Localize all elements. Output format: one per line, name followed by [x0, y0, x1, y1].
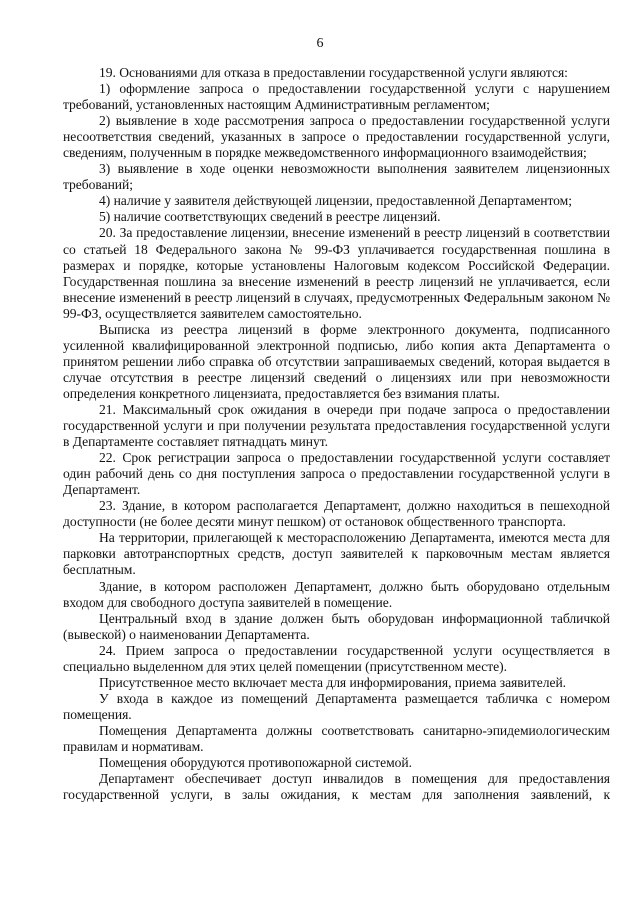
paragraph-19-item-5: 5) наличие соответствующих сведений в реестре лицензий.	[99, 209, 441, 225]
paragraph-22: 22. Срок регистрации запроса о предоставлении государственной услуги составляет один рабочий день со дня поступления запроса о предоставлении государственной услуги в Департамент.	[63, 450, 610, 498]
paragraph-23-signboard: Центральный вход в здание должен быть оборудован информационной табличкой (вывеской) о наименовании Департамента.	[63, 610, 610, 642]
paragraph-24-accessibility: Департамент обеспечивает доступ инвалидов в помещения для предоставления государственной услуги, в залы ожидания, к местам для заполнения заявлений, к	[63, 771, 610, 803]
page-number: 6	[316, 36, 324, 51]
paragraph-23: 23. Здание, в котором располагается Департамент, должно находиться в пешеходной доступности (не более десяти минут пешком) от остановок общественного транспорта.	[63, 498, 610, 530]
paragraph-23-entrance: Здание, в котором расположен Департамент, должно быть оборудовано отдельным входом для свободного доступа заявителей в помещение.	[63, 578, 610, 610]
paragraph-19-item-1: 1) оформление запроса о предоставлении государственной услуги с нарушением требований, установленных настоящим Административным регламентом;	[63, 81, 610, 113]
paragraph-23-parking: На территории, прилегающей к месторасположению Департамента, имеются места для парковки автотранспортных средств, доступ заявителей к парковочным местам является бесплатным.	[63, 530, 610, 578]
paragraph-20: 20. За предоставление лицензии, внесение изменений в реестр лицензий в соответствии со статьей 18 Федерального закона № 99-ФЗ уплачивается государственная пошлина в размерах и порядке, которые установлены Налоговым кодексом Российской Федерации. Государственная пошлина за внесение изменений в реестр лицензий не уплачивается, если внесение изменений в реестр лицензий в случаях, предусмотренных Федеральным законом № 99-ФЗ, осуществляется заявителем самостоятельно.	[63, 225, 610, 321]
paragraph-24-sanitary: Помещения Департамента должны соответствовать санитарно-эпидемиологическим правилам и нормативам.	[63, 722, 610, 754]
paragraph-20-extract: Выписка из реестра лицензий в форме электронного документа, подписанного усиленной квалифицированной электронной подписью, либо копия акта Департамента о принятом решении либо справка об отсутствии запрашиваемых сведений, которая выдается в случае отсутствия в реестре лицензий сведений о лицензиях или при невозможности определения конкретного лицензиата, предоставляется без взимания платы.	[63, 321, 610, 401]
paragraph-24: 24. Прием запроса о предоставлении государственной услуги осуществляется в специально выделенном для этих целей помещении (присутственном месте).	[63, 642, 610, 674]
paragraph-19-heading: 19. Основаниями для отказа в предоставлении государственной услуги являются:	[99, 65, 568, 80]
document-body	[63, 65, 610, 803]
paragraph-24-fire-system: Помещения оборудуются противопожарной системой.	[99, 755, 413, 771]
paragraph-24-presence-place: Присутственное место включает места для информирования, приема заявителей.	[99, 674, 567, 690]
paragraph-19-item-3: 3) выявление в ходе оценки невозможности выполнения заявителем лицензионных требований;	[63, 161, 610, 193]
paragraph-19-item-4: 4) наличие у заявителя действующей лицензии, предоставленной Департаментом;	[99, 193, 572, 209]
paragraph-24-room-sign: У входа в каждое из помещений Департамента размещается табличка с номером помещения.	[63, 690, 610, 722]
paragraph-21: 21. Максимальный срок ожидания в очереди при подаче запроса о предоставлении государственной услуги и при получении результата предоставления государственной услуги в Департаменте составляет пятнадцать минут.	[63, 401, 610, 450]
paragraph-19-item-2: 2) выявление в ходе рассмотрения запроса о предоставлении государственной услуги несоответствия сведений, указанных в запросе о предоставлении государственной услуги, сведениям, полученным в порядке межведомственного информационного взаимодействия;	[63, 113, 610, 161]
